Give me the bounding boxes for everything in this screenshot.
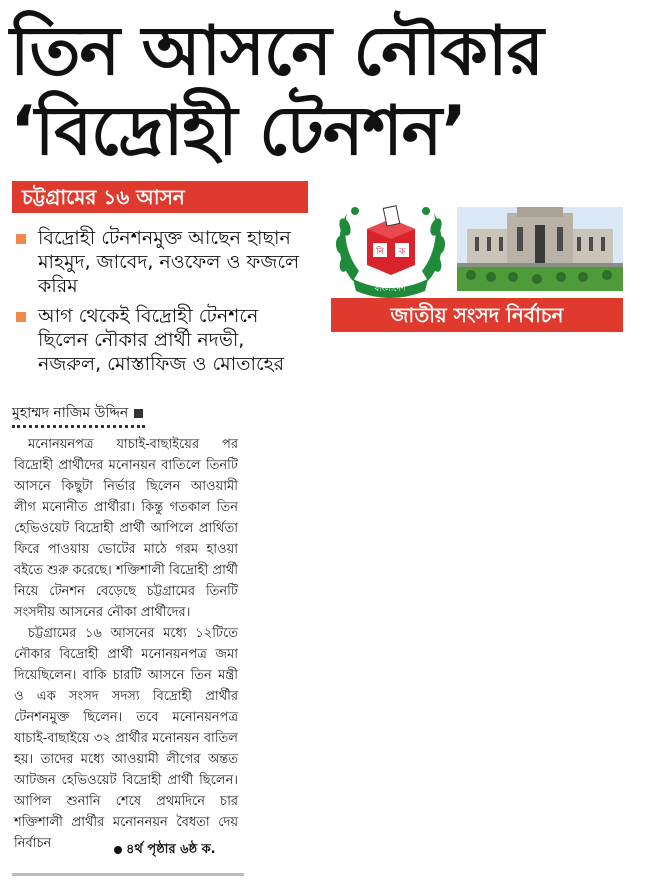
dotted-divider bbox=[12, 425, 145, 428]
bullet-square-icon bbox=[16, 234, 26, 244]
bullet-dot-icon bbox=[114, 846, 122, 854]
logo-ribbon-text: বাংলাদেশ bbox=[374, 284, 406, 293]
svg-text:ক: ক bbox=[398, 247, 406, 257]
bullet-text: আগ থেকেই বিদ্রোহী টেনশনে ছিলেন নৌকার প্রার্থী নদভী, নজরুল, মোস্তাফিজ ও মোতাহের bbox=[38, 305, 285, 375]
article-paragraph-2: চট্টগ্রামের ১৬ আসনের মধ্যে ১২টিতে নৌকার বিদ্রোহী প্রার্থী মনোনয়নপত্র জমা দিয়েছিলেন। বাকি চারটি আসনে তিন মন্ত্রী ও এক সংসদ সদস্য বিদ্রোহী প্রার্থীর টেনশনমুক্ত ছিলেন। তবে মনোনয়নপত্র যাচাই-বাছাইয়ে ৩২ প্রার্থীর মনোনয়ন বাতিল হয়। তাদের মধ্যে আওয়ামী লীগের অন্তত আটজন হেভিওয়েট বিদ্রোহী প্রার্থী ছিলেন। আপিল শুনানি শেষে প্রথমদিনে চার শক্তিশালী প্রার্থীর মনোননয়ন বৈধতা দেয় নির্বাচন bbox=[14, 626, 238, 851]
election-commission-logo bbox=[333, 193, 448, 301]
bullet-item bbox=[12, 304, 312, 376]
article-paragraph-1: মনোনয়নপত্র যাচাই-বাছাইয়ের পর বিদ্রোহী প্রার্থীদের মনোনয়ন বাতিলে তিনটি আসনে কিছুটা নির্ভার ছিলেন আওয়ামী লীগ মনোনীত প্রার্থীরা। কিন্তু গতকাল তিন হেভিওয়েট বিদ্রোহী প্রার্থী আপিলে প্রার্থিতা ফিরে পাওয়ায় ভোটের মাঠে গরম হাওয়া বইতে শুরু করেছে। শক্তিশালী বিদ্রোহী প্রার্থী নিয়ে টেনশন বেড়েছে চট্টগ্রামের তিনটি সংসদীয় আসনের নৌকা প্রার্থীদের। bbox=[14, 437, 238, 620]
bullet-text: বিদ্রোহী টেনশনমুক্ত আছেন হাছান মাহমুদ, জাবেদ, নওফেল ও ফজলে করিম bbox=[38, 227, 300, 297]
continuation-text: ৪র্থ পৃষ্ঠার ৬ষ্ঠ ক. bbox=[126, 842, 216, 857]
byline-author: মুহাম্মদ নাজিম উদ্দিন bbox=[12, 405, 129, 421]
election-banner: জাতীয় সংসদ নির্বাচন bbox=[331, 298, 623, 332]
article-body bbox=[14, 434, 238, 854]
continuation-note bbox=[114, 840, 216, 860]
bullet-item bbox=[12, 226, 312, 298]
parliament-building-photo bbox=[457, 207, 623, 291]
bullet-square-icon bbox=[16, 312, 26, 322]
byline-square-icon bbox=[134, 409, 143, 418]
highlight-bullets bbox=[12, 226, 312, 382]
headline-line-2: ‘বিদ্রোহী টেনশন’ bbox=[10, 92, 467, 171]
byline bbox=[12, 403, 143, 423]
kicker-banner: চট্টগ্রামের ১৬ আসন bbox=[12, 181, 308, 213]
svg-text:নি: নি bbox=[376, 247, 384, 257]
bottom-divider bbox=[12, 873, 244, 876]
headline bbox=[10, 12, 635, 172]
headline-line-1: তিন আসনে নৌকার bbox=[10, 12, 543, 91]
